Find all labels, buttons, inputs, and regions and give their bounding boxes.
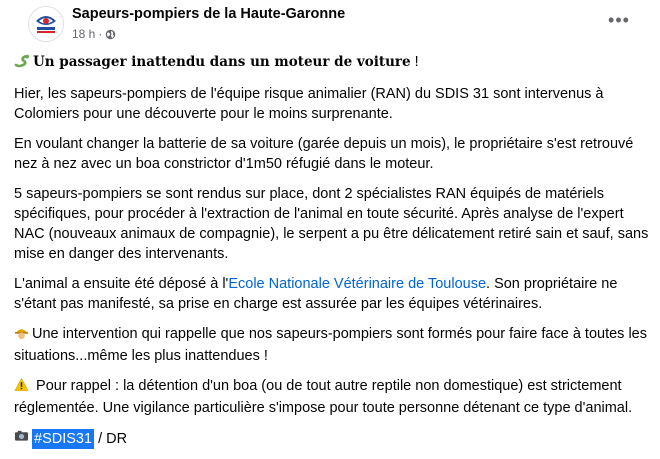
paragraph-4 [14, 274, 650, 314]
post-header [14, 0, 648, 48]
post-meta [72, 27, 116, 41]
camera-emoji-icon [14, 428, 29, 449]
post-time[interactable]: 18 h [72, 27, 96, 41]
snake-emoji-icon [14, 52, 30, 74]
paragraph-6 [14, 376, 650, 418]
more-options-button[interactable] [604, 8, 634, 32]
school-link[interactable]: Ecole Nationale Vétérinaire de Toulouse [228, 276, 487, 292]
paragraph-4-start: L'animal a ensuite été déposé à l' [14, 276, 229, 292]
page-avatar[interactable] [28, 6, 64, 42]
firefighter-emoji-icon [14, 325, 29, 346]
paragraph-6-text: Pour rappel : la détention d'un boa (ou de tout autre reptile non domestique) est strictement réglementée. Une vigilance particulière s'impose pour toute personne détenant ce type d'animal. [14, 378, 633, 416]
page-name[interactable]: Sapeurs-pompiers de la Haute-Garonne [72, 6, 346, 22]
headline-exclamation: ! [410, 54, 419, 70]
photo-credit: / DR [94, 431, 128, 447]
hashtag-group [14, 428, 94, 449]
paragraph-4-end: . Son propriétaire ne s'étant pas manifesté, sa prise en charge est assurée par les équipes vétérinaires. [14, 276, 618, 312]
post-body [14, 52, 650, 459]
post-headline [14, 52, 650, 74]
meta-separator: · [98, 27, 103, 41]
paragraph-5-text: Une intervention qui rappelle que nos sapeurs-pompiers sont formés pour faire face à toutes les situations...même les plus inattendues ! [14, 326, 647, 364]
warning-emoji-icon [14, 377, 29, 398]
more-dots-icon: ••• [608, 9, 630, 30]
sdis31-logo-icon [29, 7, 63, 41]
headline-text: Un passager inattendu dans un moteur de voiture [33, 54, 411, 70]
paragraph-3: 5 sapeurs-pompiers se sont rendus sur place, dont 2 spécialistes RAN équipés de matériels spécifiques, pour procéder à l'extraction de l'animal en toute sécurité. Après analyse de l'expert NAC (nouveaux animaux de compagnie), le serpent a pu être délicatement retiré sain et sauf, sans mise en danger des intervenants. [14, 186, 649, 262]
hashtag-line [14, 428, 650, 449]
paragraph-5 [14, 324, 650, 366]
paragraph-2: En voulant changer la batterie de sa voiture (garée depuis un mois), le propriétaire s'est retrouvé nez à nez avec un boa constrictor d'1m50 réfugié dans le moteur. [14, 136, 634, 172]
globe-icon[interactable] [105, 29, 116, 40]
paragraph-1: Hier, les sapeurs-pompiers de l'équipe risque animalier (RAN) du SDIS 31 sont intervenus à Colomiers pour une découverte pour le moins surprenante. [14, 86, 604, 122]
hashtag-sdis31[interactable]: #SDIS31 [34, 430, 93, 447]
